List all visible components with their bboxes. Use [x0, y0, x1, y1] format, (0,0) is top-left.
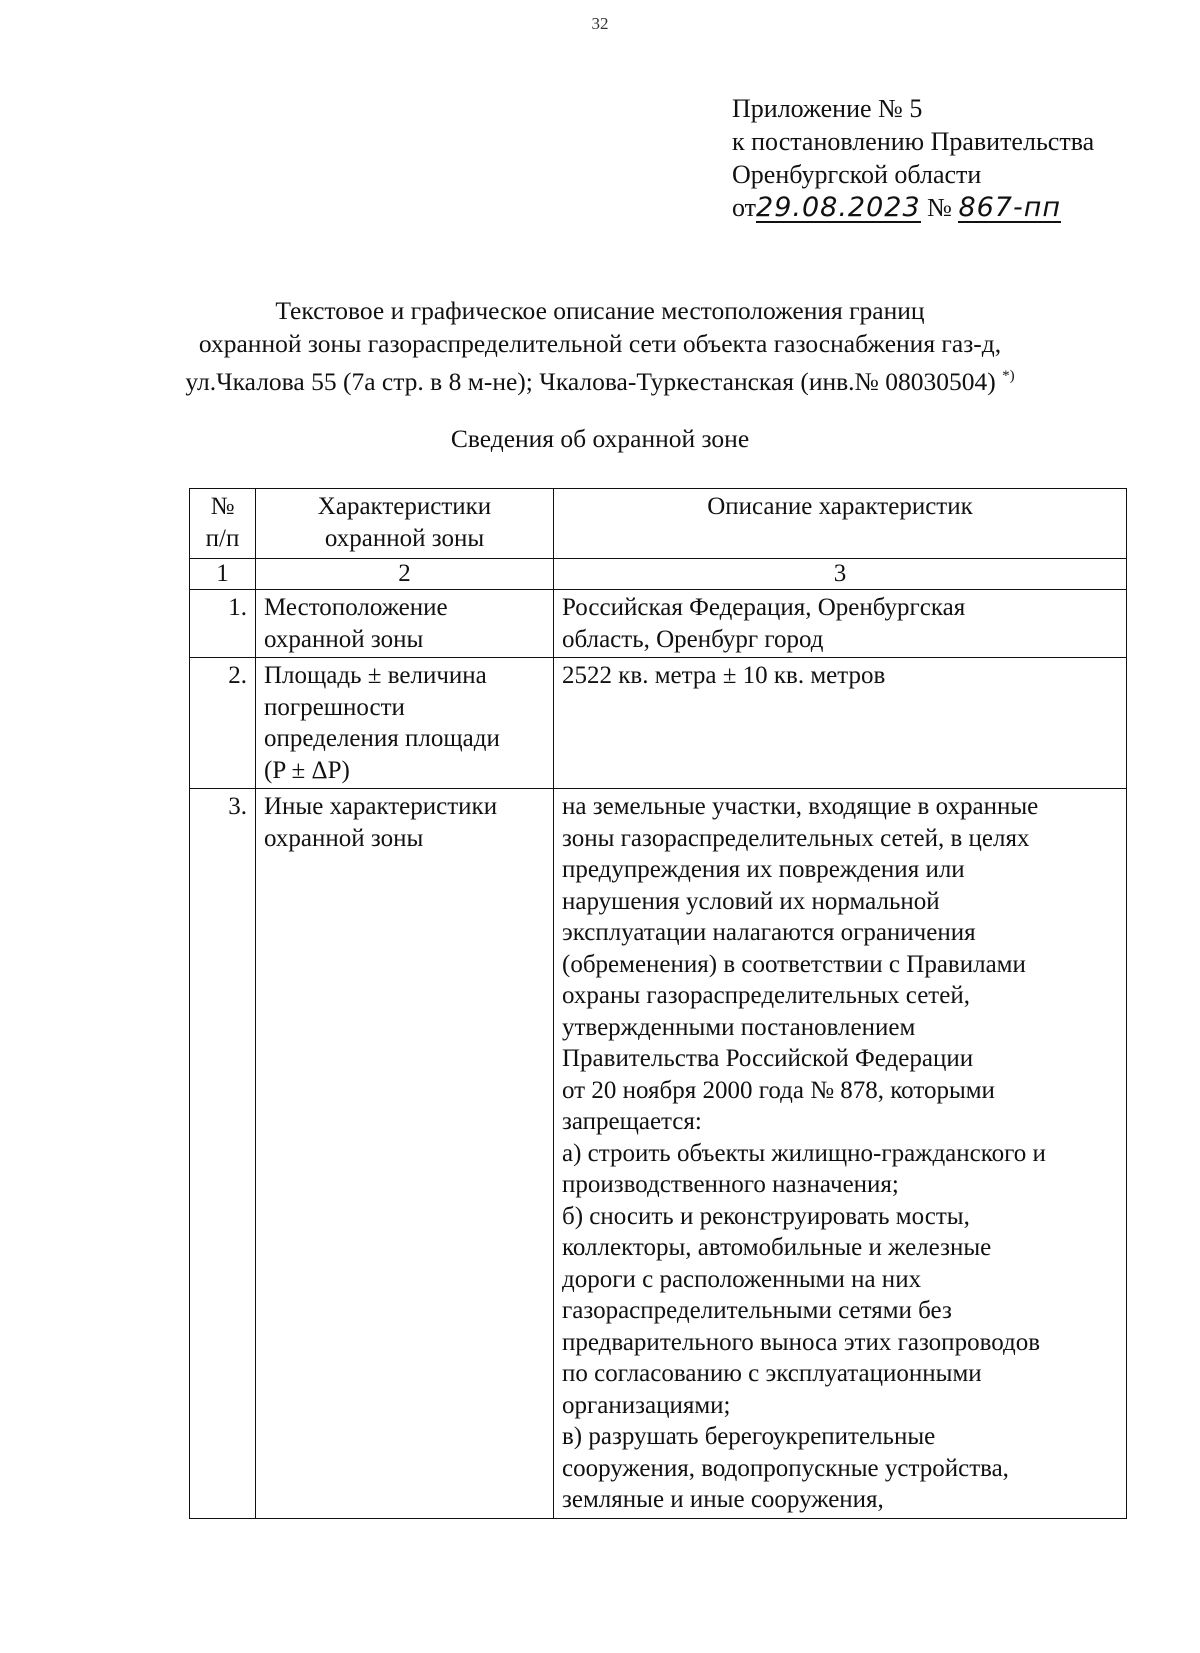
title-line-3-text: ул.Чкалова 55 (7а стр. в 8 м-не); Чкалова-Туркестанская (инв.№ 08030504)	[185, 367, 996, 396]
appendix-line-3: Оренбургской области	[732, 160, 982, 189]
row-name-line: Площадь ± величина	[264, 662, 487, 689]
row-number: 3.	[190, 789, 256, 1519]
row-description-line: область, Оренбург город	[562, 625, 824, 653]
row-description-line: организациями;	[562, 1391, 731, 1419]
row-description	[554, 658, 1127, 789]
row-name-line: Местоположение	[264, 594, 448, 621]
row-description-line: а) строить объекты жилищно-гражданского и	[562, 1139, 1046, 1167]
row-name	[256, 658, 554, 789]
header-cell-number	[190, 489, 256, 559]
zone-info-table	[189, 488, 1127, 1519]
row-description-line: дороги с расположенными на них	[562, 1265, 922, 1293]
row-name-line: Иные характеристики	[264, 793, 498, 820]
row-description-line: Правительства Российской Федерации	[562, 1045, 974, 1072]
row-description	[554, 590, 1127, 658]
column-number: 1	[190, 559, 256, 590]
row-description-line: на земельные участки, входящие в охранные	[562, 793, 1039, 820]
page-number: 32	[591, 14, 609, 33]
row-description-line: в) разрушать берегоукрепительные	[562, 1423, 936, 1450]
header-cell-description	[554, 489, 1127, 559]
header-characteristics-line: охранной зоны	[324, 524, 485, 552]
row-description-line: зоны газораспределительных сетей, в целях	[562, 824, 1030, 852]
row-name-line: охранной зоны	[264, 824, 424, 852]
row-description-line: б) сносить и реконструировать мосты,	[562, 1202, 970, 1230]
row-description-line: запрещается:	[562, 1108, 702, 1135]
column-number-row	[190, 559, 1127, 590]
row-description-line: утвержденными постановлением	[562, 1013, 916, 1041]
row-description-line: от 20 ноября 2000 года № 878, которыми	[562, 1076, 995, 1104]
row-description-line: Российская Федерация, Оренбургская	[562, 594, 966, 621]
row-description-line: производственного назначения;	[562, 1171, 899, 1198]
date-prefix: от	[732, 193, 757, 222]
row-description-line: по согласованию с эксплуатационными	[562, 1360, 982, 1387]
number-sign: №	[927, 193, 952, 222]
row-description-line: (обременения) в соответствии с Правилами	[562, 950, 1026, 978]
title-line-2: охранной зоны газораспределительной сети объекта газоснабжения газ-д,	[198, 329, 1002, 358]
table-row	[190, 590, 1127, 658]
table-row	[190, 658, 1127, 789]
section-subtitle: Сведения об охранной зоне	[450, 424, 750, 453]
row-name	[256, 590, 554, 658]
header-characteristics-line: Характеристики	[317, 493, 492, 520]
column-number: 2	[256, 559, 554, 590]
document-title	[0, 294, 1200, 398]
row-description-line: нарушения условий их нормальной	[562, 887, 940, 915]
appendix-line-2: к постановлению Правительства	[732, 127, 1095, 156]
appendix-line-1: Приложение № 5	[732, 94, 923, 123]
footnote-mark: *)	[1002, 368, 1015, 384]
row-name-line: определения площади	[264, 725, 500, 752]
handwritten-date: 29.08.2023	[756, 192, 921, 223]
row-name-line: охранной зоны	[264, 625, 424, 653]
title-line-1: Текстовое и графическое описание местоположения границ	[275, 296, 925, 325]
row-description-line: газораспределительными сетями без	[562, 1297, 952, 1324]
appendix-date-line	[732, 191, 1094, 224]
row-description-line: сооружения, водопропускные устройства,	[562, 1454, 1009, 1482]
appendix-block	[732, 92, 1094, 224]
row-number: 2.	[190, 658, 256, 789]
row-description-line: эксплуатации налагаются ограничения	[562, 919, 976, 946]
table-row	[190, 789, 1127, 1519]
column-number: 3	[554, 559, 1127, 590]
row-description-line: земляные и иные сооружения,	[562, 1486, 884, 1513]
row-description-line: коллекторы, автомобильные и железные	[562, 1234, 992, 1261]
row-description	[554, 789, 1127, 1519]
row-name-line: (P ± ΔP)	[264, 756, 350, 784]
row-description-line: охраны газораспределительных сетей,	[562, 982, 970, 1009]
row-number: 1.	[190, 590, 256, 658]
row-name-line: погрешности	[264, 693, 405, 721]
handwritten-number: 867-пп	[958, 192, 1062, 223]
row-description-line: 2522 кв. метра ± 10 кв. метров	[562, 662, 886, 689]
header-number-line: п/п	[205, 524, 240, 552]
header-cell-characteristics	[256, 489, 554, 559]
title-line-3	[0, 360, 1200, 398]
row-name	[256, 789, 554, 1519]
header-description-line: Описание характеристик	[707, 493, 973, 520]
header-number-line: №	[210, 493, 235, 520]
row-description-line: предварительного выноса этих газопроводов	[562, 1328, 1041, 1356]
table-header-row	[190, 489, 1127, 559]
row-description-line: предупреждения их повреждения или	[562, 856, 965, 883]
